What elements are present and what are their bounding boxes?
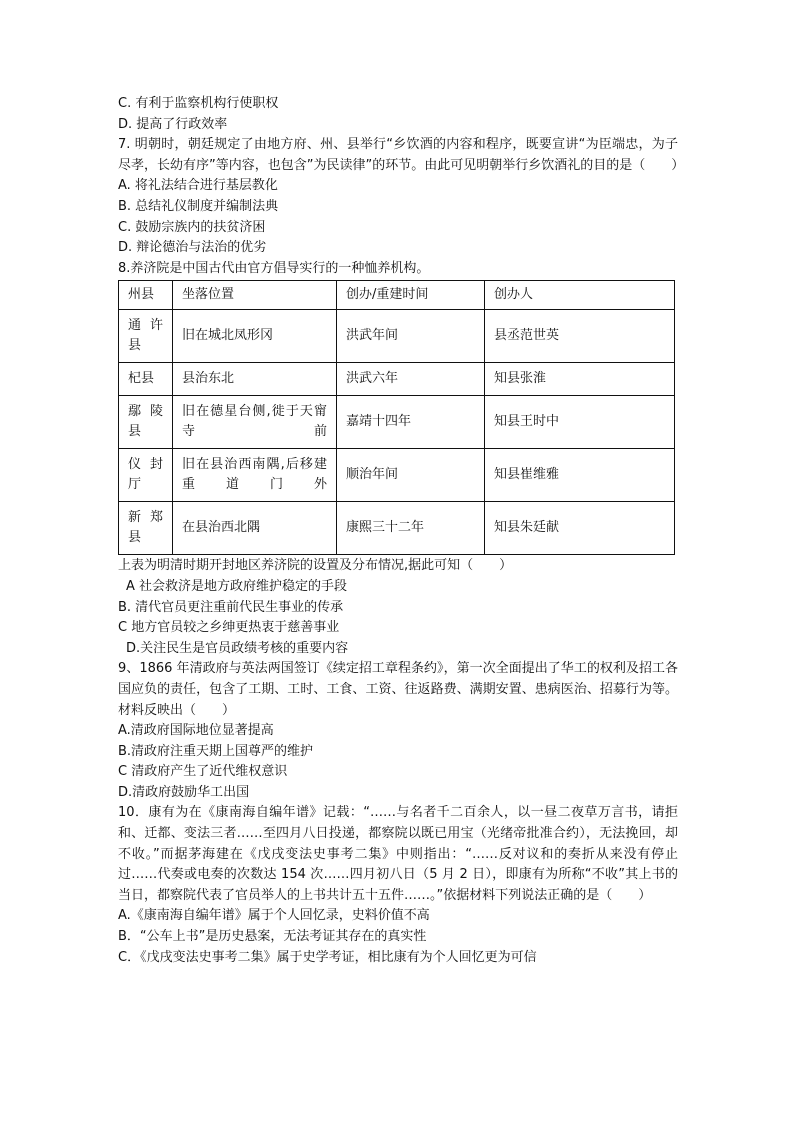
relief-house-table bbox=[118, 280, 675, 555]
q7-stem: 7. 明朝时，朝廷规定了由地方府、州、县举行“乡饮酒的内容和程序，既要宣讲“为臣端忠，为子尽孝，长幼有序”等内容，也包含”为民读律”的环节。由此可见明朝举行乡饮酒礼的目的是（ ） bbox=[118, 137, 685, 173]
table-cell-location: 旧在德星台侧,徙于天甯寺前 bbox=[173, 396, 337, 449]
table-cell-location: 在县治西北隅 bbox=[173, 502, 337, 555]
table-header-cell: 创办/重建时间 bbox=[337, 281, 485, 310]
table-cell-location: 县治东北 bbox=[173, 363, 337, 396]
table-cell-county: 仪封厅 bbox=[119, 449, 173, 502]
q9-option-c: C 清政府产生了近代维权意识 bbox=[118, 764, 288, 780]
table-cell-county: 新郑县 bbox=[119, 502, 173, 555]
table-cell-county: 通许县 bbox=[119, 310, 173, 363]
q9-stem: 9、1866 年清政府与英法两国签订《续定招工章程条约》，第一次全面提出了华工的权利及招工各国应负的责任，包含了工期、工时、工食、工资、往返路费、满期安置、患病医治、招募行为等。材料反映出（ ） bbox=[118, 661, 678, 718]
question-8 bbox=[118, 259, 678, 660]
q10-option-c: C．《戊戌变法史事考二集》属于史学考证，相比康有为个人回忆更为可信 bbox=[118, 949, 537, 965]
table-cell-time: 洪武年间 bbox=[337, 310, 485, 363]
table-row bbox=[119, 396, 675, 449]
q9-option-b: B.清政府注重天期上国尊严的维护 bbox=[118, 743, 314, 759]
q6-option-c: C. 有利于监察机构行使职权 bbox=[118, 96, 279, 111]
table-cell-time: 康熙三十二年 bbox=[337, 502, 485, 555]
table-cell-founder: 知县崔维雅 bbox=[485, 449, 675, 502]
table-row bbox=[119, 310, 675, 363]
table-header-row bbox=[119, 281, 675, 310]
q8-after-table: 上表为明清时期开封地区养济院的设置及分布情况,据此可知（ ） bbox=[118, 558, 513, 574]
exam-page bbox=[118, 94, 685, 968]
table-cell-founder: 知县朱廷献 bbox=[485, 502, 675, 555]
table-row bbox=[119, 449, 675, 502]
table-header-cell: 州县 bbox=[119, 281, 173, 310]
table-cell-founder: 知县王时中 bbox=[485, 396, 675, 449]
q9-option-d: D.清政府鼓励华工出国 bbox=[118, 784, 250, 800]
q7-option-b: B. 总结礼仪制度并编制法典 bbox=[118, 198, 279, 214]
q8-option-d: D.关注民生是官员政绩考核的重要内容 bbox=[126, 640, 349, 656]
question-10 bbox=[118, 803, 678, 968]
table-row bbox=[119, 502, 675, 555]
q9-option-a: A.清政府国际地位显著提高 bbox=[118, 723, 274, 739]
q8-option-c: C 地方官员较之乡绅更热衷于慈善事业 bbox=[118, 620, 340, 636]
q8-option-a: A 社会救济是地方政府维护稳定的手段 bbox=[126, 578, 348, 594]
q6-option-d: D. 提高了行政效率 bbox=[118, 116, 228, 132]
q10-option-a: A.《康南海自编年谱》属于个人回忆录，史料价值不高 bbox=[118, 908, 430, 924]
question-9 bbox=[118, 659, 678, 803]
q7-option-d: D. 辩论德治与法治的优劣 bbox=[118, 240, 267, 256]
table-header-cell: 创办人 bbox=[485, 281, 675, 310]
q8-option-b: B. 清代官员更注重前代民生事业的传承 bbox=[118, 599, 344, 615]
question-6-tail bbox=[118, 94, 678, 135]
q8-stem: 8.养济院是中国古代由官方倡导实行的一种恤养机构。 bbox=[118, 260, 430, 276]
table-cell-time: 洪武六年 bbox=[337, 363, 485, 396]
q7-option-a: A. 将礼法结合进行基层教化 bbox=[118, 178, 278, 194]
table-cell-time: 嘉靖十四年 bbox=[337, 396, 485, 449]
table-header-cell: 坐落位置 bbox=[173, 281, 337, 310]
table-cell-location: 旧在县治西南隅,后移建重道门外 bbox=[173, 449, 337, 502]
q10-option-b: B．“公车上书”是历史悬案，无法考证其存在的真实性 bbox=[118, 929, 427, 945]
table-cell-founder: 知县张淮 bbox=[485, 363, 675, 396]
table-cell-time: 顺治年间 bbox=[337, 449, 485, 502]
q7-option-c: C. 鼓励宗族内的扶贫济困 bbox=[118, 219, 266, 235]
table-cell-location: 旧在城北凤形冈 bbox=[173, 310, 337, 363]
table-cell-county: 鄢陵县 bbox=[119, 396, 173, 449]
table-cell-founder: 县丞范世英 bbox=[485, 310, 675, 363]
q10-stem: 10．康有为在《康南海自编年谱》记载：“……与名者千二百余人，以一昼二夜草万言书，请拒和、迁都、变法三者……至四月八日投递，都察院以既已用宝（光绪帝批准合约），无法挽回，却不收。”而据茅海建在《戊戌变法史事考二集》中则指出：“……反对议和的奏折从来没有停止过……代奏或电奏的次数达 154 次……四月初八日（5 月 2 日），即康有为所称“不收”其上书的当日，都察院代表了官员举人的上书共计五十五件……。”依据材料下列说法正确的是（ ） bbox=[118, 805, 678, 903]
question-7 bbox=[118, 135, 685, 259]
table-row bbox=[119, 363, 675, 396]
table-cell-county: 杞县 bbox=[119, 363, 173, 396]
